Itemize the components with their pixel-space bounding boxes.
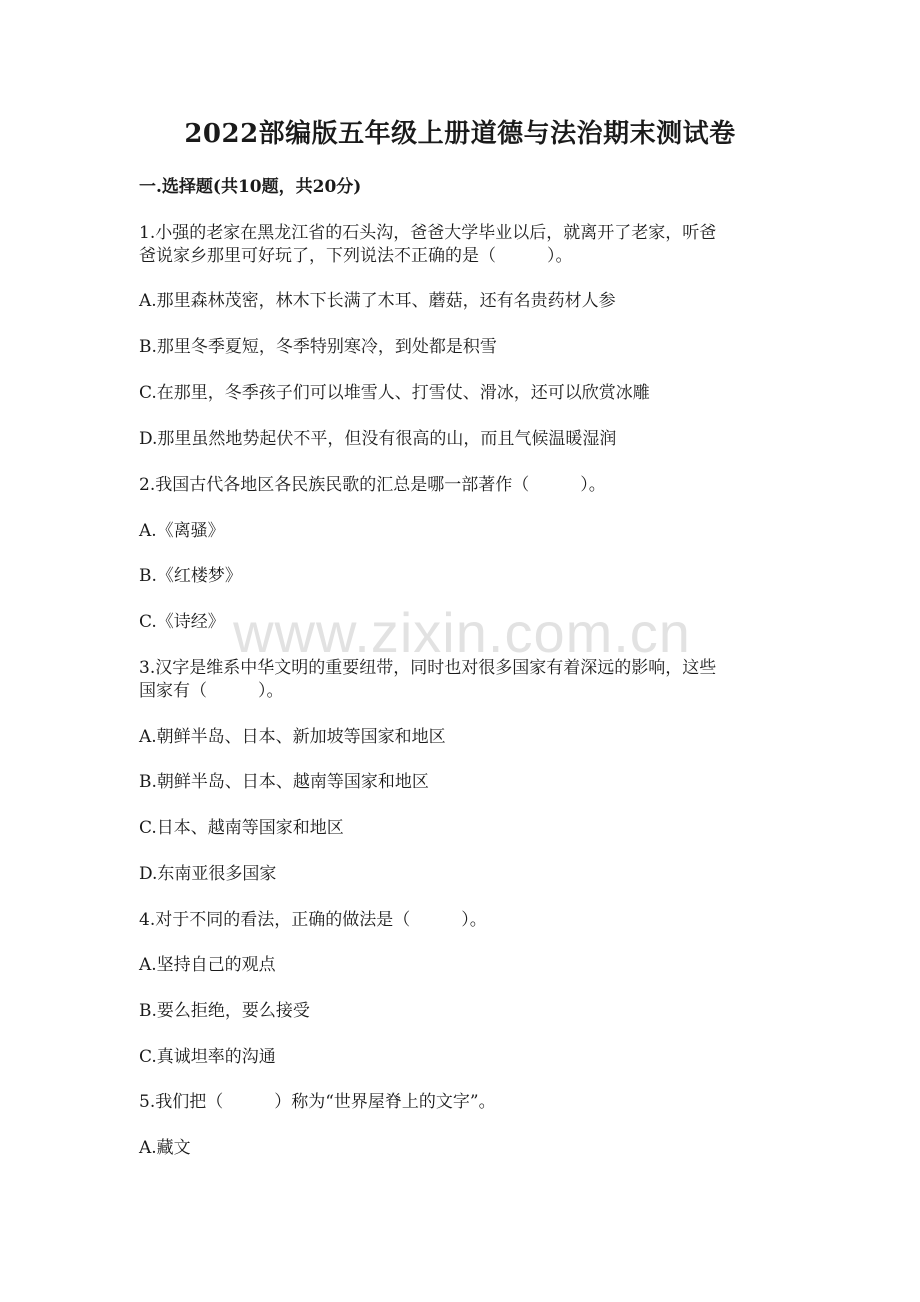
question-1-option-b: B.那里冬季夏短，冬季特别寒冷，到处都是积雪 [139, 337, 497, 357]
question-4-option-b: B.要么拒绝，要么接受 [139, 1001, 310, 1021]
question-3-option-b: B.朝鲜半岛、日本、越南等国家和地区 [139, 772, 429, 792]
question-5-option-a: A.藏文 [139, 1138, 191, 1158]
question-1-stem-line-1: 1.小强的老家在黑龙江省的石头沟，爸爸大学毕业以后，就离开了老家，听爸 [139, 223, 717, 243]
question-5-stem: 5.我们把（ ）称为“世界屋脊上的文字”。 [139, 1092, 496, 1112]
question-2-option-b: B.《红楼梦》 [139, 566, 242, 586]
question-3-option-a: A.朝鲜半岛、日本、新加坡等国家和地区 [139, 727, 446, 747]
question-1-stem-line-2: 爸说家乡那里可好玩了，下列说法不正确的是（ ）。 [139, 246, 573, 266]
question-3-stem-line-2: 国家有（ ）。 [139, 681, 284, 701]
question-3-option-d: D.东南亚很多国家 [139, 864, 277, 884]
watermark: www.zixin.com.cn [233, 601, 691, 664]
question-4-option-a: A.坚持自己的观点 [139, 955, 276, 975]
question-1-option-a: A.那里森林茂密，林木下长满了木耳、蘑菇，还有名贵药材人参 [139, 291, 616, 311]
question-4-stem: 4.对于不同的看法，正确的做法是（ ）。 [139, 910, 487, 930]
question-2-stem: 2.我国古代各地区各民族民歌的汇总是哪一部著作（ ）。 [139, 475, 606, 495]
question-1-option-c: C.在那里，冬季孩子们可以堆雪人、打雪仗、滑冰，还可以欣赏冰雕 [139, 383, 650, 403]
question-2-option-c: C.《诗经》 [139, 612, 225, 632]
question-2-option-a: A.《离骚》 [139, 521, 225, 541]
question-3-stem-line-1: 3.汉字是维系中华文明的重要纽带，同时也对很多国家有着深远的影响，这些 [139, 658, 717, 678]
exam-title: 2022部编版五年级上册道德与法治期末测试卷 [184, 119, 736, 149]
section-heading: 一.选择题(共10题，共20分) [139, 177, 362, 197]
question-3-option-c: C.日本、越南等国家和地区 [139, 818, 344, 838]
question-1-option-d: D.那里虽然地势起伏不平，但没有很高的山，而且气候温暖湿润 [139, 429, 617, 449]
question-4-option-c: C.真诚坦率的沟通 [139, 1047, 276, 1067]
